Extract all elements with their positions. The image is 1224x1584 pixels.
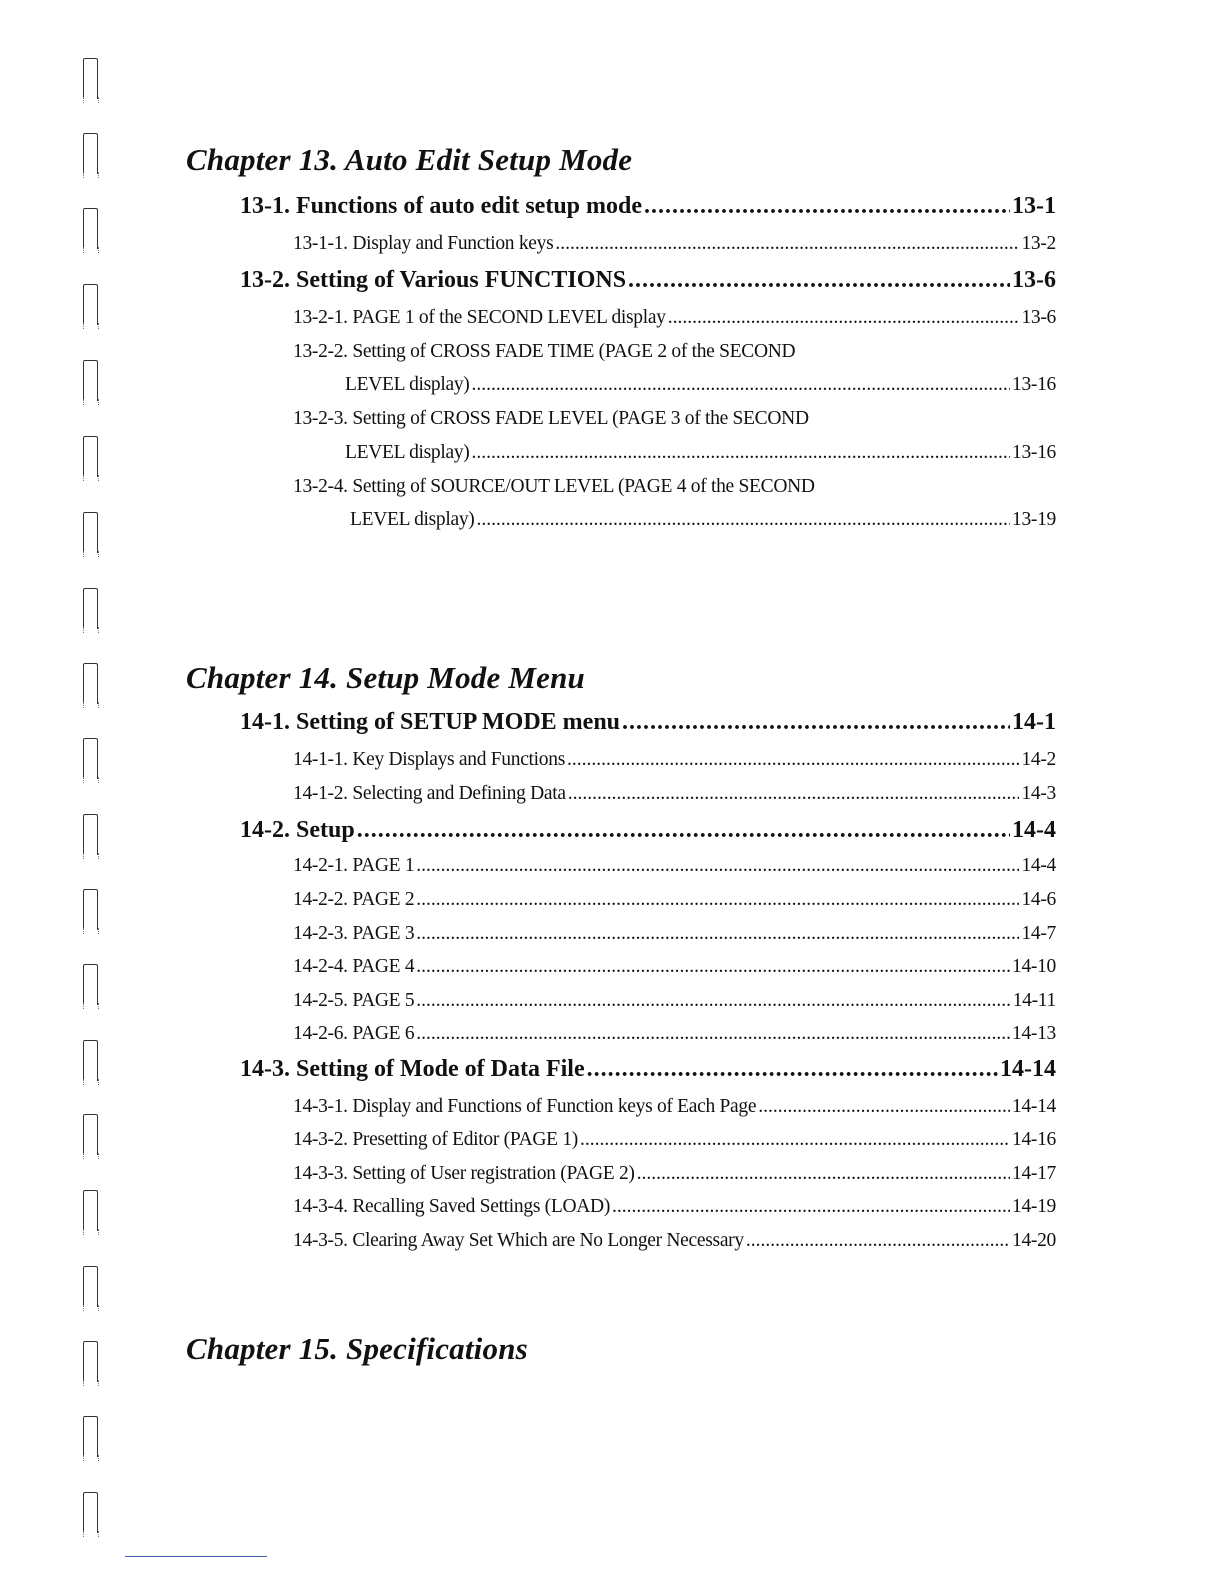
toc-label: 13-1-1. Display and Function keys	[293, 233, 554, 254]
dot-leader	[416, 990, 1010, 1012]
punch-hole-mark	[83, 436, 98, 477]
toc-label: 14-2-2. PAGE 2	[293, 889, 415, 910]
toc-entry-14-2-1[interactable]	[293, 855, 1056, 877]
dot-leader	[587, 1056, 998, 1083]
footer-rule	[125, 1556, 267, 1557]
toc-entry-13-2-3-line1[interactable]: 13-2-3. Setting of CROSS FADE LEVEL (PAGE 3 of the SECOND	[293, 408, 809, 429]
punch-hole-mark	[83, 58, 98, 99]
binder-margin	[80, 0, 104, 1584]
punch-hole-mark	[83, 1416, 98, 1457]
dot-leader	[357, 817, 1010, 844]
toc-label: LEVEL display)	[345, 374, 470, 395]
toc-page: 14-17	[1012, 1163, 1056, 1184]
toc-label: 14-2. Setup	[240, 817, 355, 843]
toc-entry-14-1-1[interactable]	[293, 749, 1056, 771]
punch-hole-mark	[83, 1040, 98, 1081]
dot-leader	[416, 1023, 1010, 1045]
toc-entry-13-2-2[interactable]	[345, 374, 1056, 396]
dot-leader	[555, 233, 1019, 255]
dot-leader	[416, 889, 1019, 911]
toc-entry-14-2-4[interactable]	[293, 956, 1056, 978]
toc-page: 14-16	[1012, 1129, 1056, 1150]
toc-label: 14-2-1. PAGE 1	[293, 855, 415, 876]
dot-leader	[568, 783, 1020, 805]
toc-entry-14-1-2[interactable]	[293, 783, 1056, 805]
toc-section-14-1[interactable]	[240, 709, 1056, 736]
toc-label: 14-2-4. PAGE 4	[293, 956, 415, 977]
chapter-15-title: Chapter 15. Specifications	[186, 1331, 528, 1366]
toc-entry-13-2-3[interactable]	[345, 442, 1056, 464]
toc-label: 13-2. Setting of Various FUNCTIONS	[240, 267, 627, 293]
toc-label: 14-3-3. Setting of User registration (PAGE 2)	[293, 1163, 635, 1184]
toc-entry-14-3-5[interactable]	[293, 1230, 1056, 1252]
dot-leader	[580, 1129, 1010, 1151]
dot-leader	[472, 374, 1010, 396]
punch-hole-mark	[83, 133, 98, 174]
toc-label: 14-3. Setting of Mode of Data File	[240, 1056, 585, 1082]
punch-hole-mark	[83, 360, 98, 401]
dot-leader	[628, 267, 1010, 294]
toc-page: 14-3	[1021, 783, 1056, 804]
toc-entry-13-2-1[interactable]	[293, 307, 1056, 329]
toc-page: 14-14	[1000, 1056, 1056, 1082]
punch-hole-mark	[83, 814, 98, 855]
toc-label: 14-3-1. Display and Functions of Function keys of Each Page	[293, 1096, 757, 1117]
dot-leader	[612, 1196, 1010, 1218]
toc-entry-14-3-3[interactable]	[293, 1163, 1056, 1185]
punch-hole-mark	[83, 1190, 98, 1231]
punch-hole-mark	[83, 964, 98, 1005]
punch-hole-mark	[83, 738, 98, 779]
toc-section-14-3[interactable]	[240, 1056, 1056, 1083]
toc-entry-14-2-5[interactable]	[293, 990, 1056, 1012]
toc-page: 14-1	[1012, 709, 1056, 735]
dot-leader	[637, 1163, 1010, 1185]
toc-entry-14-3-4[interactable]	[293, 1196, 1056, 1218]
toc-section-13-1[interactable]	[240, 193, 1056, 220]
toc-label: LEVEL display)	[345, 442, 470, 463]
dot-leader	[758, 1096, 1010, 1118]
toc-entry-14-2-6[interactable]	[293, 1023, 1056, 1045]
toc-label: LEVEL display)	[350, 509, 475, 530]
toc-label: 14-2-5. PAGE 5	[293, 990, 415, 1011]
punch-hole-mark	[83, 1266, 98, 1307]
punch-hole-mark	[83, 1341, 98, 1382]
toc-label: 14-1-2. Selecting and Defining Data	[293, 783, 566, 804]
dot-leader	[622, 709, 1010, 736]
toc-label: 14-1. Setting of SETUP MODE menu	[240, 709, 621, 735]
punch-hole-mark	[83, 1492, 98, 1533]
toc-entry-14-3-1[interactable]	[293, 1096, 1056, 1118]
toc-page: 14-20	[1012, 1230, 1056, 1251]
toc-entry-13-2-4[interactable]	[350, 509, 1056, 531]
toc-entry-13-2-4-line1[interactable]: 13-2-4. Setting of SOURCE/OUT LEVEL (PAGE 4 of the SECOND	[293, 476, 815, 497]
dot-leader	[668, 307, 1020, 329]
toc-page: 14-6	[1021, 889, 1056, 910]
toc-label: 14-2-3. PAGE 3	[293, 923, 415, 944]
toc-label: 13-2-1. PAGE 1 of the SECOND LEVEL display	[293, 307, 666, 328]
chapter-13-title: Chapter 13. Auto Edit Setup Mode	[186, 142, 633, 177]
toc-entry-13-2-2-line1[interactable]: 13-2-2. Setting of CROSS FADE TIME (PAGE 2 of the SECOND	[293, 341, 796, 362]
toc-entry-14-3-2[interactable]	[293, 1129, 1056, 1151]
toc-page: 14-4	[1021, 855, 1056, 876]
toc-page: 14-19	[1012, 1196, 1056, 1217]
dot-leader	[477, 509, 1010, 531]
dot-leader	[746, 1230, 1010, 1252]
punch-hole-mark	[83, 512, 98, 553]
punch-hole-mark	[83, 889, 98, 930]
toc-label: 14-3-5. Clearing Away Set Which are No Longer Necessary	[293, 1230, 744, 1251]
dot-leader	[644, 193, 1010, 220]
dot-leader	[416, 855, 1019, 877]
toc-entry-14-2-3[interactable]	[293, 923, 1056, 945]
punch-hole-mark	[83, 208, 98, 249]
toc-page: 14-13	[1012, 1023, 1056, 1044]
dot-leader	[416, 923, 1019, 945]
toc-page: 14-14	[1012, 1096, 1056, 1117]
toc-page: 13-1	[1012, 193, 1056, 219]
toc-page: 13-6	[1012, 267, 1056, 293]
toc-page: 13-16	[1012, 442, 1056, 463]
toc-page: 14-10	[1012, 956, 1056, 977]
chapter-14-title: Chapter 14. Setup Mode Menu	[186, 660, 585, 695]
toc-page: 13-6	[1021, 307, 1056, 328]
toc-page: 13-2	[1021, 233, 1056, 254]
punch-hole-mark	[83, 284, 98, 325]
punch-hole-mark	[83, 588, 98, 629]
toc-page: 14-2	[1021, 749, 1056, 770]
punch-hole-mark	[83, 663, 98, 704]
toc-section-13-2[interactable]	[240, 267, 1056, 294]
dot-leader	[567, 749, 1019, 771]
toc-entry-13-1-1[interactable]	[293, 233, 1056, 255]
toc-page: 14-11	[1012, 990, 1056, 1011]
toc-label: 14-2-6. PAGE 6	[293, 1023, 415, 1044]
toc-label: 14-3-4. Recalling Saved Settings (LOAD)	[293, 1196, 611, 1217]
toc-page: 13-16	[1012, 374, 1056, 395]
toc-label: 14-1-1. Key Displays and Functions	[293, 749, 565, 770]
punch-hole-mark	[83, 1114, 98, 1155]
toc-page: 14-7	[1021, 923, 1056, 944]
toc-page: 13-19	[1012, 509, 1056, 530]
toc-label: 14-3-2. Presetting of Editor (PAGE 1)	[293, 1129, 578, 1150]
toc-label: 13-1. Functions of auto edit setup mode	[240, 193, 643, 219]
toc-page: 14-4	[1012, 817, 1056, 843]
toc-entry-14-2-2[interactable]	[293, 889, 1056, 911]
dot-leader	[416, 956, 1010, 978]
dot-leader	[472, 442, 1010, 464]
toc-section-14-2[interactable]	[240, 817, 1056, 844]
